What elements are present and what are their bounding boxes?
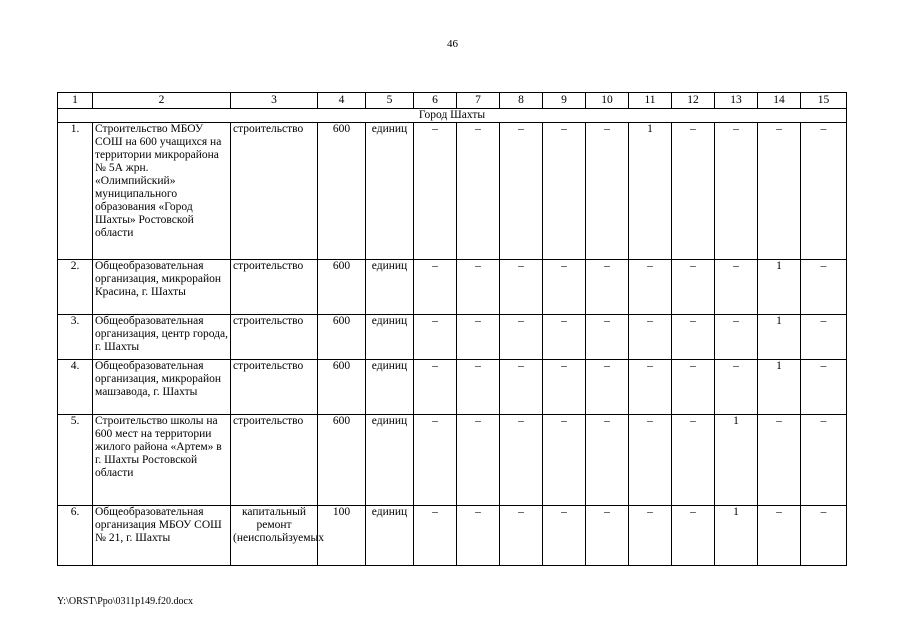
column-header: 8 [500,93,543,109]
value-cell: 1 [758,315,801,360]
value-cell: – [543,260,586,315]
object-name: Общеобразовательная организация, микрорайон машзавода, г. Шахты [93,360,231,415]
value-cell: – [457,315,500,360]
column-header: 1 [58,93,93,109]
value-cell: – [758,123,801,260]
capacity: 600 [318,415,366,506]
table-row [58,315,847,360]
value-cell: – [715,260,758,315]
value-cell: – [586,360,629,415]
work-type: капитальный ремонт (неиспольйзуемых [231,506,318,566]
row-number: 6. [58,506,93,566]
column-header: 11 [629,93,672,109]
table-row [58,506,847,566]
object-name: Общеобразовательная организация, центр города, г. Шахты [93,315,231,360]
value-cell: – [629,360,672,415]
value-cell: – [586,123,629,260]
value-cell: – [500,123,543,260]
column-header: 4 [318,93,366,109]
column-header: 12 [672,93,715,109]
value-cell: – [715,360,758,415]
value-cell: – [543,315,586,360]
capacity: 600 [318,315,366,360]
work-type: строительство [231,315,318,360]
section-row [58,109,847,123]
capacity: 600 [318,123,366,260]
unit: единиц [366,506,414,566]
column-header: 9 [543,93,586,109]
column-header: 10 [586,93,629,109]
value-cell: – [543,506,586,566]
unit: единиц [366,260,414,315]
row-number: 5. [58,415,93,506]
value-cell: – [500,506,543,566]
value-cell: – [629,415,672,506]
value-cell: – [500,360,543,415]
column-header: 15 [801,93,847,109]
table-row [58,360,847,415]
value-cell: – [801,123,847,260]
column-header: 3 [231,93,318,109]
value-cell: – [801,506,847,566]
value-cell: – [457,260,500,315]
capacity: 600 [318,260,366,315]
value-cell: – [500,315,543,360]
value-cell: – [414,315,457,360]
row-number: 3. [58,315,93,360]
value-cell: – [457,506,500,566]
capacity: 600 [318,360,366,415]
value-cell: – [414,506,457,566]
value-cell: – [414,360,457,415]
value-cell: – [672,260,715,315]
row-number: 2. [58,260,93,315]
value-cell: – [586,506,629,566]
data-table [57,92,847,566]
object-name: Строительство МБОУ СОШ на 600 учащихся на территории микрорайона № 5А жрн. «Олимпийский» муниципального образования «Город Шахты» Ростовской области [93,123,231,260]
value-cell: – [414,260,457,315]
column-header: 14 [758,93,801,109]
value-cell: – [543,360,586,415]
value-cell: – [672,506,715,566]
column-header: 2 [93,93,231,109]
unit: единиц [366,415,414,506]
work-type: строительство [231,360,318,415]
page-number: 46 [447,38,458,50]
table-row [58,415,847,506]
value-cell: – [414,415,457,506]
value-cell: – [758,415,801,506]
capacity: 100 [318,506,366,566]
value-cell: – [629,506,672,566]
value-cell: – [801,415,847,506]
value-cell: – [457,360,500,415]
object-name: Общеобразовательная организация МБОУ СОШ № 21, г. Шахты [93,506,231,566]
value-cell: 1 [629,123,672,260]
unit: единиц [366,123,414,260]
row-number: 1. [58,123,93,260]
row-number: 4. [58,360,93,415]
file-path-footer: Y:\ORST\Ppo\0311p149.f20.docx [57,596,193,607]
value-cell: – [457,123,500,260]
work-type: строительство [231,415,318,506]
value-cell: – [543,415,586,506]
value-cell: – [629,260,672,315]
value-cell: – [801,260,847,315]
column-header: 7 [457,93,500,109]
value-cell: – [629,315,672,360]
value-cell: – [801,360,847,415]
value-cell: 1 [758,260,801,315]
value-cell: – [715,123,758,260]
value-cell: 1 [715,506,758,566]
table-header [58,93,847,109]
value-cell: – [672,360,715,415]
object-name: Строительство школы на 600 мест на территории жилого района «Артем» в г. Шахты Ростовской области [93,415,231,506]
value-cell: – [758,506,801,566]
column-header: 6 [414,93,457,109]
value-cell: – [457,415,500,506]
unit: единиц [366,315,414,360]
value-cell: – [801,315,847,360]
unit: единиц [366,360,414,415]
value-cell: – [586,260,629,315]
value-cell: – [500,260,543,315]
work-type: строительство [231,260,318,315]
column-header: 5 [366,93,414,109]
value-cell: 1 [758,360,801,415]
value-cell: – [543,123,586,260]
value-cell: – [715,315,758,360]
value-cell: – [414,123,457,260]
value-cell: – [672,415,715,506]
value-cell: 1 [715,415,758,506]
value-cell: – [586,415,629,506]
table-row [58,123,847,260]
object-name: Общеобразовательная организация, микрорайон Красина, г. Шахты [93,260,231,315]
value-cell: – [672,315,715,360]
work-type: строительство [231,123,318,260]
table-row [58,260,847,315]
value-cell: – [586,315,629,360]
section-title: Город Шахты [58,109,847,123]
value-cell: – [672,123,715,260]
column-header: 13 [715,93,758,109]
value-cell: – [500,415,543,506]
